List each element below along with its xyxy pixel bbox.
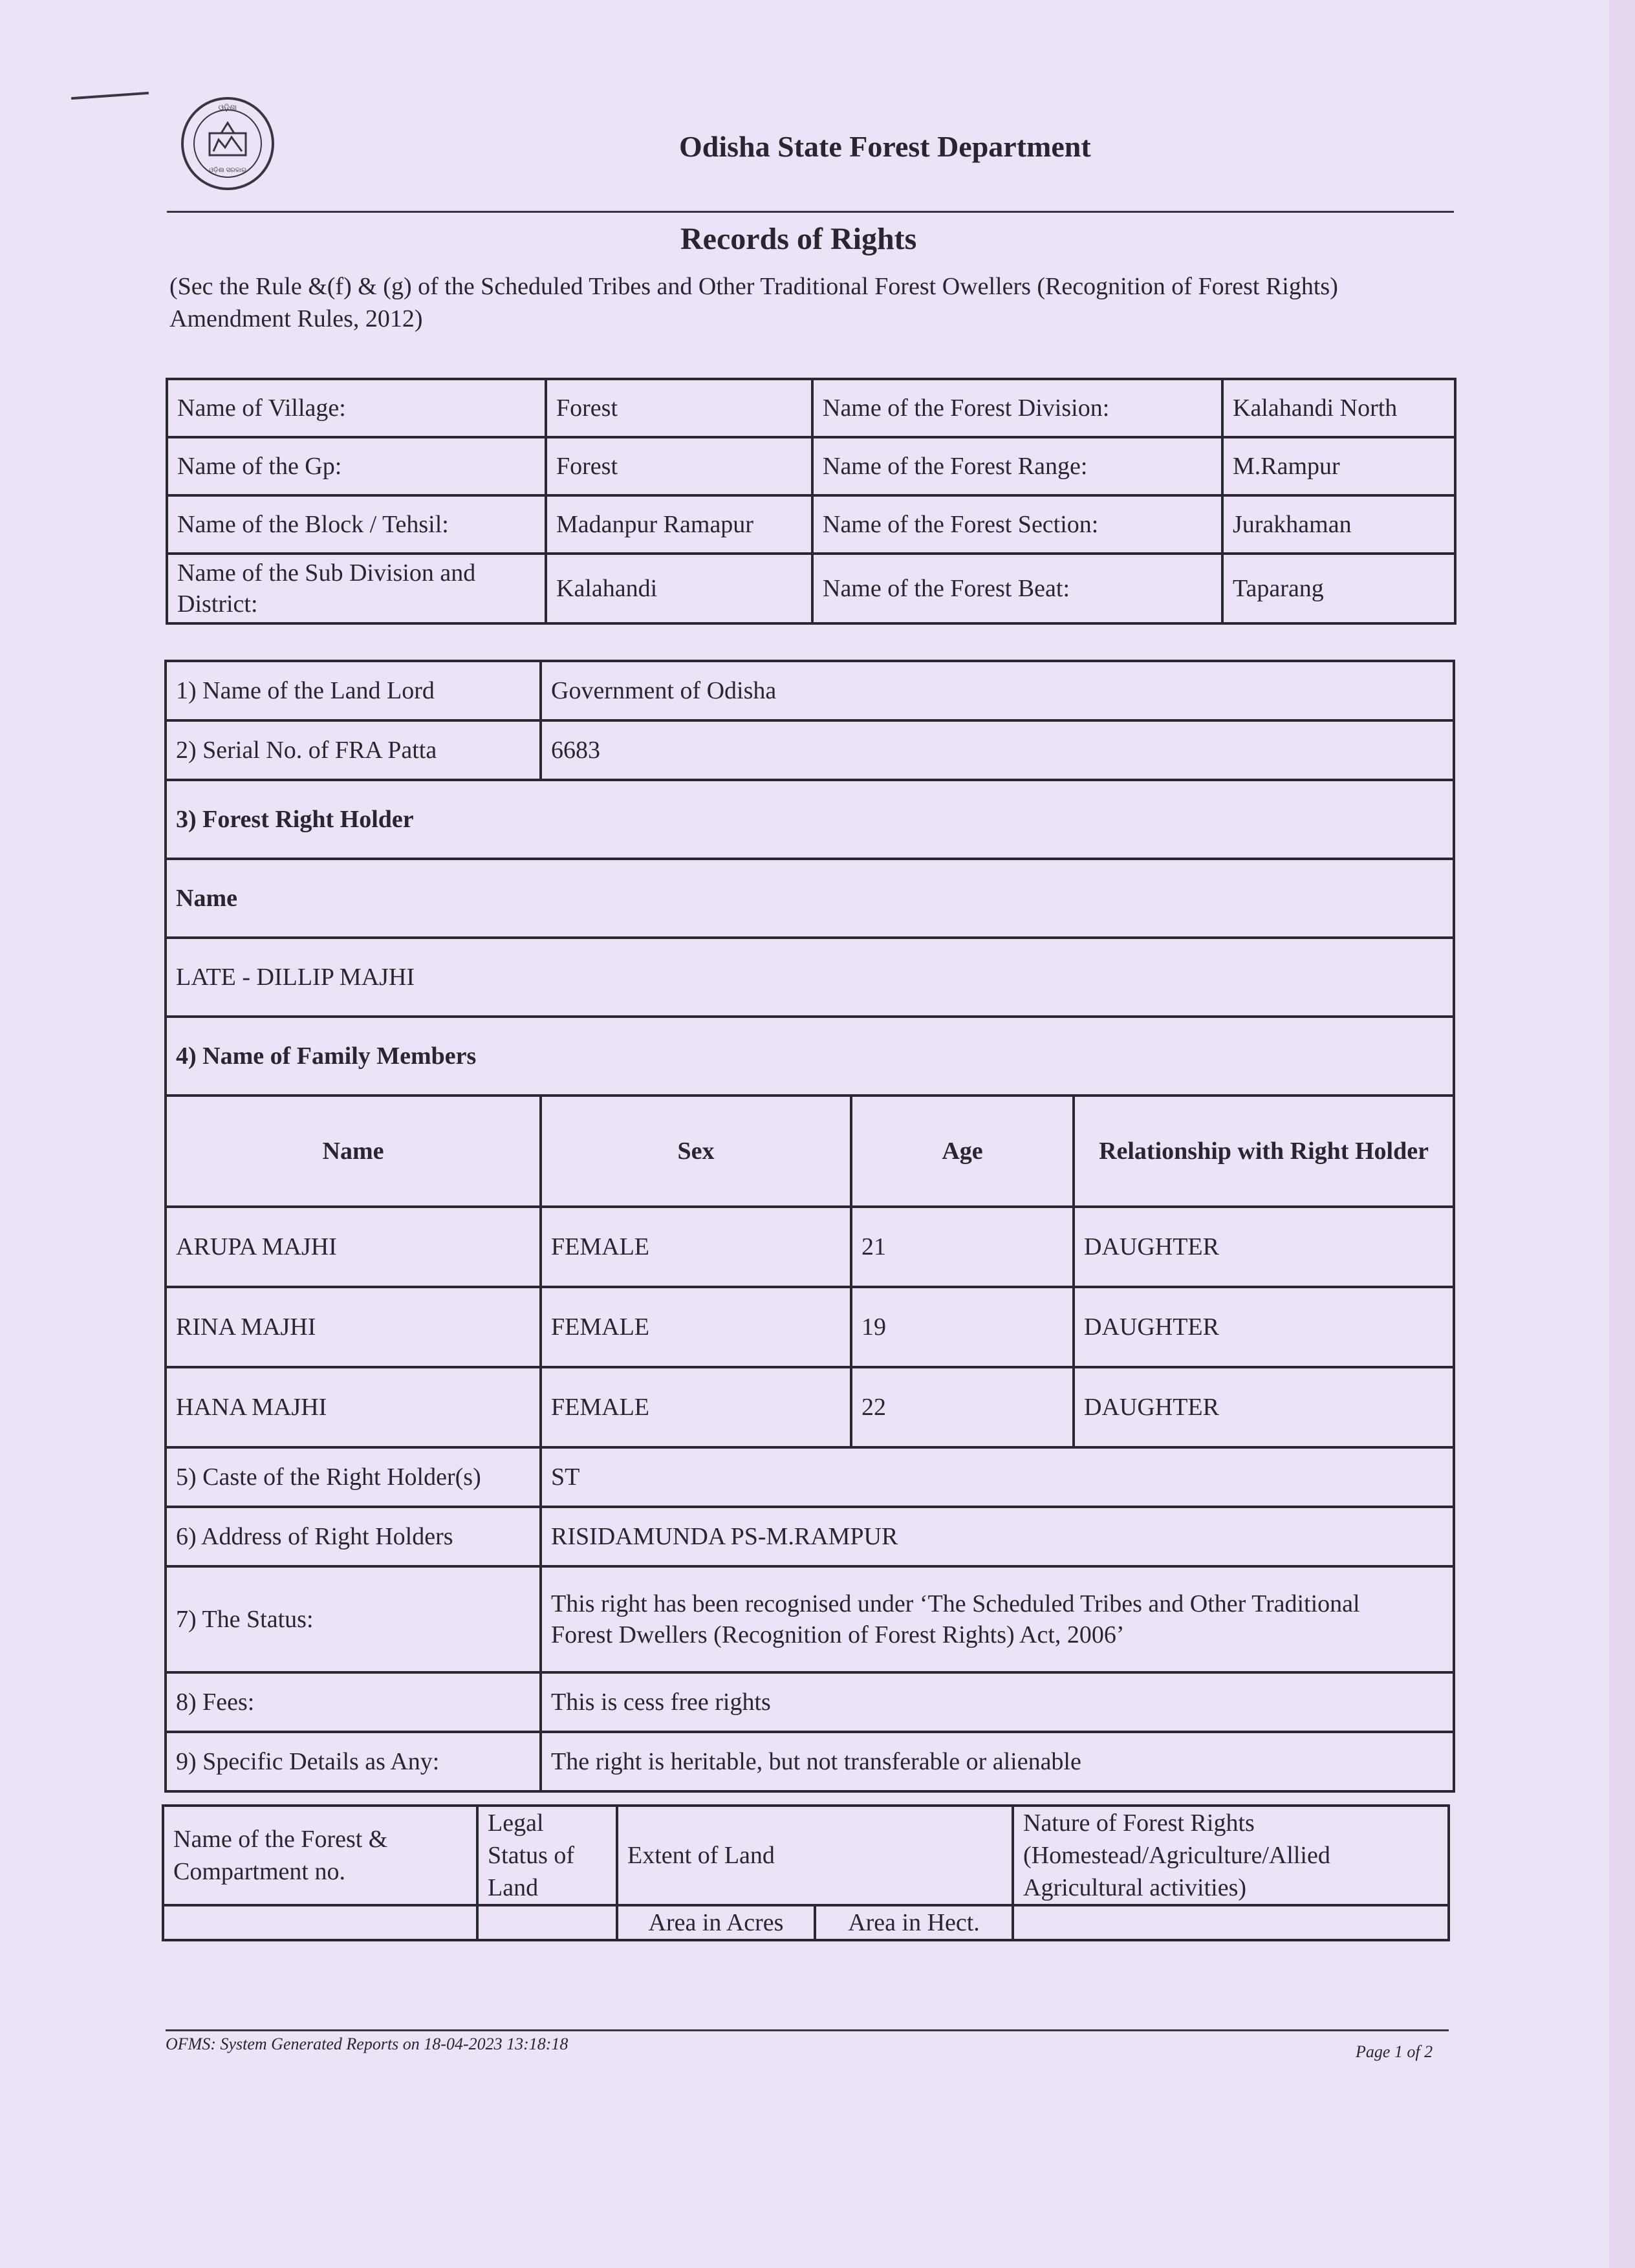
nature-label: Nature of Forest Rights (Homestead/Agriculture/Allied Agricultural activities)	[1013, 1806, 1449, 1905]
record-row	[166, 1672, 1454, 1732]
address-value: RISIDAMUNDA PS-M.RAMPUR	[541, 1507, 1454, 1566]
section-value: Jurakhaman	[1222, 495, 1455, 554]
emblem-text-top: ଓଡ଼ିଶା	[218, 103, 237, 112]
beat-label: Name of the Forest Beat:	[812, 554, 1222, 623]
holder-name-heading: Name	[166, 859, 1454, 938]
member-age: 19	[851, 1287, 1074, 1367]
family-col-sex: Sex	[541, 1096, 851, 1207]
member-age: 21	[851, 1207, 1074, 1287]
status-line-2: Forest Dwellers (Recognition of Forest Rights) Act, 2006’	[551, 1621, 1125, 1648]
village-value: Forest	[546, 379, 812, 437]
member-sex: FEMALE	[541, 1287, 851, 1367]
page-edge	[1609, 0, 1635, 2268]
rights-record-table	[164, 660, 1455, 1793]
area-acres-label: Area in Acres	[617, 1905, 815, 1940]
record-row	[166, 1566, 1454, 1672]
extent-label: Extent of Land	[617, 1806, 1013, 1905]
odisha-emblem	[180, 96, 276, 191]
member-name: ARUPA MAJHI	[166, 1207, 541, 1287]
area-hect-label: Area in Hect.	[815, 1905, 1013, 1940]
header-rule	[167, 211, 1454, 213]
family-member-row	[166, 1367, 1454, 1447]
family-heading: 4) Name of Family Members	[166, 1017, 1454, 1096]
family-member-row	[166, 1207, 1454, 1287]
details-value: The right is heritable, but not transferable or alienable	[541, 1732, 1454, 1791]
footer-rule	[166, 2029, 1449, 2031]
footer-page-number: Page 1 of 2	[1356, 2042, 1433, 2061]
member-name: HANA MAJHI	[166, 1367, 541, 1447]
emblem-text-bottom: ଓଡ଼ିଶା ସରକାର	[209, 167, 246, 174]
section-label: Name of the Forest Section:	[812, 495, 1222, 554]
member-name: RINA MAJHI	[166, 1287, 541, 1367]
division-label: Name of the Forest Division:	[812, 379, 1222, 437]
address-label: 6) Address of Right Holders	[166, 1507, 541, 1566]
member-relation: DAUGHTER	[1074, 1287, 1454, 1367]
scan-mark	[71, 92, 149, 100]
member-relation: DAUGHTER	[1074, 1207, 1454, 1287]
location-row	[167, 495, 1455, 554]
serial-label: 2) Serial No. of FRA Patta	[166, 720, 541, 780]
caste-value: ST	[541, 1447, 1454, 1507]
family-header-row	[166, 1096, 1454, 1207]
division-value: Kalahandi North	[1222, 379, 1455, 437]
record-row	[166, 1732, 1454, 1791]
land-details-table	[162, 1804, 1450, 1941]
fees-label: 8) Fees:	[166, 1672, 541, 1732]
document-title: Records of Rights	[680, 222, 917, 256]
location-row	[167, 437, 1455, 495]
family-col-relationship: Relationship with Right Holder	[1074, 1096, 1454, 1207]
legal-status-label: Legal Status of Land	[477, 1806, 617, 1905]
member-sex: FEMALE	[541, 1367, 851, 1447]
record-row	[166, 1507, 1454, 1566]
footer-generated: OFMS: System Generated Reports on 18-04-2023 13:18:18	[166, 2035, 568, 2053]
record-row	[166, 661, 1454, 720]
legal-status-value	[477, 1905, 617, 1940]
location-row	[167, 379, 1455, 437]
village-label: Name of Village:	[167, 379, 546, 437]
gp-value: Forest	[546, 437, 812, 495]
block-label: Name of the Block / Tehsil:	[167, 495, 546, 554]
member-age: 22	[851, 1367, 1074, 1447]
subdivision-label: Name of the Sub Division and District:	[167, 554, 546, 623]
record-row	[166, 720, 1454, 780]
range-value: M.Rampur	[1222, 437, 1455, 495]
details-label: 9) Specific Details as Any:	[166, 1732, 541, 1791]
location-row	[167, 554, 1455, 623]
location-table	[166, 378, 1456, 625]
fees-value: This is cess free rights	[541, 1672, 1454, 1732]
status-label: 7) The Status:	[166, 1566, 541, 1672]
status-value	[541, 1566, 1454, 1672]
serial-value: 6683	[541, 720, 1454, 780]
family-col-name: Name	[166, 1096, 541, 1207]
holder-heading: 3) Forest Right Holder	[166, 780, 1454, 859]
record-row	[166, 1447, 1454, 1507]
member-relation: DAUGHTER	[1074, 1367, 1454, 1447]
status-line-1: This right has been recognised under ‘The Scheduled Tribes and Other Traditional	[551, 1590, 1360, 1617]
block-value: Madanpur Ramapur	[546, 495, 812, 554]
department-title: Odisha State Forest Department	[679, 130, 1091, 163]
family-member-row	[166, 1287, 1454, 1367]
record-row	[166, 1017, 1454, 1096]
record-row	[166, 859, 1454, 938]
land-header-row	[163, 1806, 1449, 1905]
land-sub-row	[163, 1905, 1449, 1940]
gp-label: Name of the Gp:	[167, 437, 546, 495]
document-subtitle: (Sec the Rule &(f) & (g) of the Scheduled Tribes and Other Traditional Forest Owellers (Recognition of Forest Rights) Amendment Rules, 2012)	[169, 273, 1338, 332]
record-row	[166, 780, 1454, 859]
family-col-age: Age	[851, 1096, 1074, 1207]
beat-value: Taparang	[1222, 554, 1455, 623]
landlord-value: Government of Odisha	[541, 661, 1454, 720]
subdivision-value: Kalahandi	[546, 554, 812, 623]
landlord-label: 1) Name of the Land Lord	[166, 661, 541, 720]
record-row	[166, 938, 1454, 1017]
holder-name: LATE - DILLIP MAJHI	[166, 938, 1454, 1017]
nature-value	[1013, 1905, 1449, 1940]
forest-compartment-value	[163, 1905, 477, 1940]
member-sex: FEMALE	[541, 1207, 851, 1287]
forest-compartment-label: Name of the Forest & Compartment no.	[163, 1806, 477, 1905]
range-label: Name of the Forest Range:	[812, 437, 1222, 495]
caste-label: 5) Caste of the Right Holder(s)	[166, 1447, 541, 1507]
